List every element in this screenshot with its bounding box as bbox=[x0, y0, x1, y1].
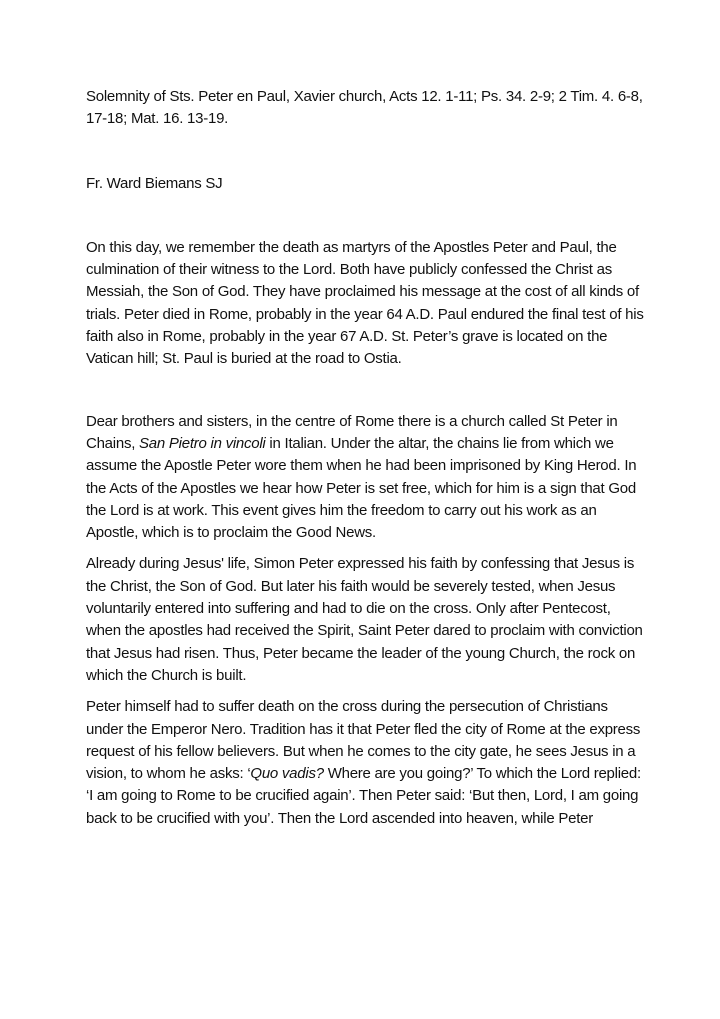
intro-paragraph: On this day, we remember the death as martyrs of the Apostles Peter and Paul, the culmination of their witness to the Lord. Both have publicly confessed the Christ as Messiah, the Son of God. They have proclaimed his message at the cost of all kinds of trials. Peter died in Rome, probably in the year 64 A.D. Paul endured the final test of his faith also in Rome, probably in the year 67 A.D. St. Peter’s grave is located on the Vatican hill; St. Paul is buried at the road to Ostia. bbox=[86, 238, 644, 368]
homily-paragraph-2: Already during Jesus' life, Simon Peter expressed his faith by confessing that Jesus is the Christ, the Son of God. But later his faith would be severely tested, when Jesus voluntarily entered into suffering and had to die on the cross. Only after Pentecost, when the apostles had received the Spirit, Saint Peter dared to proclaim with conviction that Jesus had risen. Thus, Peter became the leader of the young Church, the rock on which the Church is built. bbox=[86, 555, 643, 684]
sermon-title: Solemnity of Sts. Peter en Paul, Xavier church, Acts 12. 1-11; Ps. 34. 2-9; 2 Tim. 4. 6-8, 17-18; Mat. 16. 13-19. bbox=[86, 88, 643, 128]
italic-phrase: San Pietro in vincoli bbox=[139, 434, 266, 452]
homily-paragraph-3 bbox=[86, 696, 646, 830]
spacer bbox=[86, 687, 646, 696]
text-run: Dear brothers and sisters, in the centre of Rome there is a church called St Peter in Chains, bbox=[86, 412, 618, 452]
spacer bbox=[86, 131, 646, 173]
author-line: Fr. Ward Biemans SJ bbox=[86, 174, 223, 192]
document-page bbox=[86, 86, 646, 830]
text-run: in Italian. Under the altar, the chains lie from which we assume the Apostle Peter wore them when he had been imprisoned by King Herod. In the Acts of the Apostles we hear how Peter is set free, which for him is a sign that God the Lord is at work. This event gives him the freedom to carry out his work as an Apostle, which is to proclaim the Good News. bbox=[86, 434, 637, 542]
italic-phrase: Quo vadis? bbox=[250, 765, 324, 783]
spacer bbox=[86, 544, 646, 553]
spacer bbox=[86, 195, 646, 237]
text-run: Where are you going?’ To which the Lord replied: ‘I am going to Rome to be crucified again’. Then Peter said: ‘But then, Lord, I am going back to be crucified with you’. Then the Lord ascended into heaven, while Peter bbox=[86, 765, 641, 827]
spacer bbox=[86, 371, 646, 411]
homily-paragraph-1 bbox=[86, 411, 646, 545]
text-run: Peter himself had to suffer death on the cross during the persecution of Christians under the Emperor Nero. Tradition has it that Peter fled the city of Rome at the express request of his fellow believers. But when he comes to the city gate, he sees Jesus in a vision, to whom he asks: ‘ bbox=[86, 698, 641, 783]
